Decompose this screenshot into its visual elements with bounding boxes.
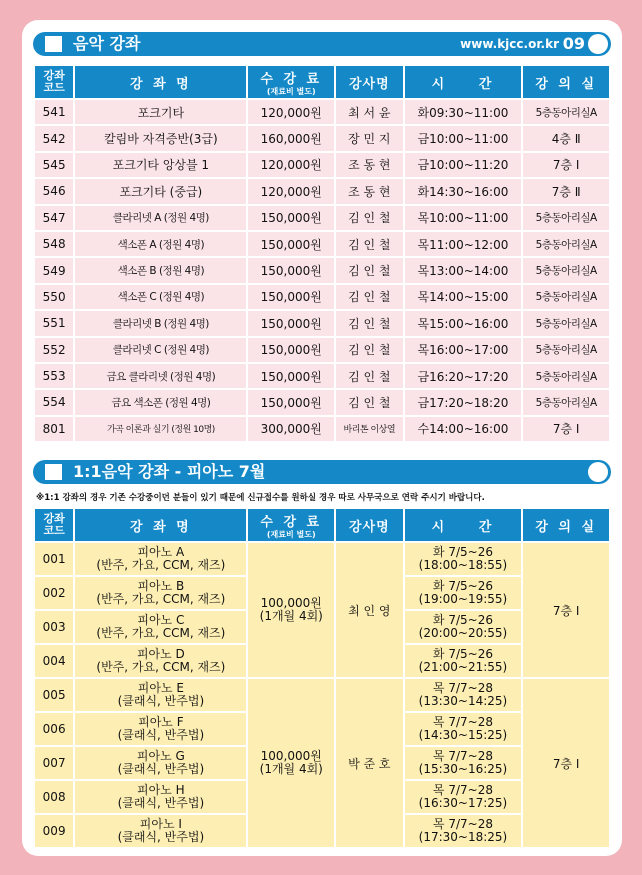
class-time: 수14:00~16:00 (405, 417, 522, 441)
circle-icon (588, 462, 608, 482)
course-name-line2: (반주, 가요, CCM, 재즈) (96, 558, 226, 572)
teacher-name: 최 서 윤 (336, 100, 402, 124)
classroom: 7층 Ⅰ (523, 543, 609, 677)
class-time: 화14:30~16:00 (405, 179, 522, 203)
table-row (35, 153, 609, 177)
classroom: 5층동아리실A (523, 258, 609, 282)
table-header-row (35, 509, 609, 541)
course-name: 금요 클라리넷 (정원 4명) (75, 364, 246, 388)
classroom: 5층동아리실A (523, 285, 609, 309)
class-time (405, 577, 522, 609)
course-code: 552 (35, 338, 73, 362)
header-teacher: 강사명 (336, 66, 402, 98)
course-name-line2: (반주, 가요, CCM, 재즈) (96, 626, 226, 640)
course-fee: 120,000원 (248, 179, 334, 203)
page-card (22, 20, 622, 856)
course-code: 008 (35, 781, 73, 813)
class-hours: (20:00~20:55) (418, 626, 508, 640)
course-name (75, 543, 246, 575)
course-code: 002 (35, 577, 73, 609)
table-row (35, 232, 609, 256)
course-name-line1: 피아노 E (137, 681, 184, 695)
class-time (405, 713, 522, 745)
teacher-name: 김 인 철 (336, 338, 402, 362)
class-hours: (16:30~17:25) (418, 796, 508, 810)
class-time: 목14:00~15:00 (405, 285, 522, 309)
course-name-line2: (클래식, 반주법) (117, 796, 205, 810)
course-fee: 160,000원 (248, 126, 334, 150)
course-code: 545 (35, 153, 73, 177)
square-icon (45, 36, 62, 52)
fee-sessions: (1개월 4회) (259, 609, 323, 623)
table-row (35, 364, 609, 388)
classroom: 4층 Ⅱ (523, 126, 609, 150)
course-name: 칼림바 자격증반(3급) (75, 126, 246, 150)
table-row (35, 206, 609, 230)
teacher-name: 김 인 철 (336, 285, 402, 309)
table-row (35, 390, 609, 414)
course-code: 553 (35, 364, 73, 388)
teacher-name: 김 인 철 (336, 311, 402, 335)
header-code: 강좌 코드 (35, 66, 73, 98)
table-row (35, 417, 609, 441)
class-date: 화 7/5~26 (432, 613, 493, 627)
course-fee: 150,000원 (248, 390, 334, 414)
table-row (35, 338, 609, 362)
teacher-name: 김 인 철 (336, 390, 402, 414)
course-fee: 150,000원 (248, 338, 334, 362)
teacher-name: 김 인 철 (336, 206, 402, 230)
class-time (405, 781, 522, 813)
course-name: 포크기타 앙상블 1 (75, 153, 246, 177)
class-hours: (14:30~15:25) (418, 728, 508, 742)
course-name-line1: 피아노 H (137, 783, 185, 797)
class-time (405, 611, 522, 643)
course-code: 549 (35, 258, 73, 282)
section-piano-header (33, 460, 611, 484)
course-name: 클라리넷 A (정원 4명) (75, 206, 246, 230)
class-time: 목11:00~12:00 (405, 232, 522, 256)
class-time: 금10:00~11:00 (405, 126, 522, 150)
course-name (75, 713, 246, 745)
course-code: 003 (35, 611, 73, 643)
course-fee: 300,000원 (248, 417, 334, 441)
class-time: 목15:00~16:00 (405, 311, 522, 335)
course-code: 541 (35, 100, 73, 124)
table-row (35, 311, 609, 335)
course-code: 551 (35, 311, 73, 335)
teacher-name: 바리톤 이상열 (336, 417, 402, 441)
course-fee: 150,000원 (248, 232, 334, 256)
course-fee: 150,000원 (248, 364, 334, 388)
classroom: 7층 Ⅱ (523, 179, 609, 203)
course-code: 005 (35, 679, 73, 711)
classroom: 5층동아리실A (523, 311, 609, 335)
classroom: 5층동아리실A (523, 206, 609, 230)
class-time (405, 815, 522, 847)
course-name: 포크기타 (중급) (75, 179, 246, 203)
teacher-name: 조 동 현 (336, 153, 402, 177)
classroom: 7층 Ⅰ (523, 417, 609, 441)
course-code: 550 (35, 285, 73, 309)
course-name: 가곡 이론과 실기 (정원 10명) (75, 417, 246, 441)
header-teacher: 강사명 (336, 509, 402, 541)
course-name-line2: (반주, 가요, CCM, 재즈) (96, 660, 226, 674)
course-fee: 150,000원 (248, 285, 334, 309)
course-code: 004 (35, 645, 73, 677)
header-name: 강 좌 명 (75, 66, 246, 98)
class-date: 목 7/7~28 (432, 783, 493, 797)
square-icon (45, 464, 62, 480)
class-date: 화 7/5~26 (432, 647, 493, 661)
music-course-table (33, 64, 611, 443)
class-time: 금10:00~11:20 (405, 153, 522, 177)
course-name: 색소폰 B (정원 4명) (75, 258, 246, 282)
course-code: 007 (35, 747, 73, 779)
enrollment-note: ※1:1 강좌의 경우 기존 수강중이던 분들이 있기 때문에 신규접수를 원하실 경우 따로 사무국으로 연락 주시기 바랍니다. (36, 493, 485, 503)
course-fee (248, 543, 334, 677)
page-number: 09 (562, 34, 585, 53)
table-row (35, 179, 609, 203)
course-name (75, 815, 246, 847)
course-name (75, 747, 246, 779)
course-name: 클라리넷 C (정원 4명) (75, 338, 246, 362)
classroom: 5층동아리실A (523, 338, 609, 362)
course-name (75, 645, 246, 677)
teacher-name: 김 인 철 (336, 232, 402, 256)
course-name-line1: 피아노 I (139, 817, 182, 831)
header-room: 강 의 실 (523, 66, 609, 98)
course-name-line1: 피아노 G (136, 749, 185, 763)
section-title: 음악 강좌 (73, 34, 141, 53)
course-code: 546 (35, 179, 73, 203)
course-name-line2: (반주, 가요, CCM, 재즈) (96, 592, 226, 606)
fee-sessions: (1개월 4회) (259, 762, 323, 776)
course-name-line2: (클래식, 반주법) (117, 728, 205, 742)
table-header-row (35, 66, 609, 98)
course-name: 색소폰 A (정원 4명) (75, 232, 246, 256)
classroom: 5층동아리실A (523, 364, 609, 388)
class-time: 화09:30~11:00 (405, 100, 522, 124)
classroom: 7층 Ⅰ (523, 679, 609, 847)
class-time (405, 679, 522, 711)
class-date: 화 7/5~26 (432, 545, 493, 559)
class-time: 목13:00~14:00 (405, 258, 522, 282)
teacher-name: 조 동 현 (336, 179, 402, 203)
course-code: 801 (35, 417, 73, 441)
course-fee: 150,000원 (248, 258, 334, 282)
course-name-line1: 피아노 B (137, 579, 185, 593)
class-time: 목16:00~17:00 (405, 338, 522, 362)
course-code: 001 (35, 543, 73, 575)
course-fee: 150,000원 (248, 311, 334, 335)
header-fee: 수 강 료 (재료비 별도) (248, 509, 334, 541)
class-time: 목10:00~11:00 (405, 206, 522, 230)
website-url[interactable]: www.kjcc.or.kr (460, 37, 559, 51)
header-time: 시 간 (405, 66, 522, 98)
course-name: 포크기타 (75, 100, 246, 124)
header-room: 강 의 실 (523, 509, 609, 541)
teacher-name: 김 인 철 (336, 364, 402, 388)
table-row (35, 258, 609, 282)
class-date: 목 7/7~28 (432, 681, 493, 695)
classroom: 5층동아리실A (523, 100, 609, 124)
class-hours: (18:00~18:55) (418, 558, 508, 572)
piano-course-table (33, 507, 611, 849)
course-code: 006 (35, 713, 73, 745)
course-name-line2: (클래식, 반주법) (117, 830, 205, 844)
course-name-line1: 피아노 C (137, 613, 185, 627)
course-name: 클라리넷 B (정원 4명) (75, 311, 246, 335)
class-hours: (15:30~16:25) (418, 762, 508, 776)
classroom: 5층동아리실A (523, 390, 609, 414)
course-name (75, 679, 246, 711)
table-row (35, 100, 609, 124)
section-music-header (33, 32, 611, 56)
header-name: 강 좌 명 (75, 509, 246, 541)
course-fee (248, 679, 334, 847)
course-code: 547 (35, 206, 73, 230)
class-hours: (19:00~19:55) (418, 592, 508, 606)
header-time: 시 간 (405, 509, 522, 541)
class-date: 목 7/7~28 (432, 715, 493, 729)
class-hours: (17:30~18:25) (418, 830, 508, 844)
table-row (35, 285, 609, 309)
class-hours: (21:00~21:55) (418, 660, 508, 674)
circle-icon (588, 34, 608, 54)
course-name-line1: 피아노 A (137, 545, 185, 559)
course-name: 색소폰 C (정원 4명) (75, 285, 246, 309)
class-hours: (13:30~14:25) (418, 694, 508, 708)
classroom: 7층 Ⅰ (523, 153, 609, 177)
table-row (35, 543, 609, 575)
course-fee: 150,000원 (248, 206, 334, 230)
class-time (405, 747, 522, 779)
course-fee: 120,000원 (248, 153, 334, 177)
course-name-line1: 피아노 F (138, 715, 184, 729)
course-name: 금요 색소폰 (정원 4명) (75, 390, 246, 414)
classroom: 5층동아리실A (523, 232, 609, 256)
course-code: 548 (35, 232, 73, 256)
class-date: 화 7/5~26 (432, 579, 493, 593)
teacher-name: 최 인 영 (336, 543, 402, 677)
fee-amount: 100,000원 (260, 596, 322, 610)
class-time: 금17:20~18:20 (405, 390, 522, 414)
class-time: 금16:20~17:20 (405, 364, 522, 388)
teacher-name: 박 준 호 (336, 679, 402, 847)
section-title: 1:1음악 강좌 - 피아노 7월 (73, 462, 266, 481)
table-row (35, 679, 609, 711)
teacher-name: 장 민 지 (336, 126, 402, 150)
course-name-line2: (클래식, 반주법) (117, 694, 205, 708)
course-fee: 120,000원 (248, 100, 334, 124)
teacher-name: 김 인 철 (336, 258, 402, 282)
course-code: 554 (35, 390, 73, 414)
class-time (405, 543, 522, 575)
course-name-line2: (클래식, 반주법) (117, 762, 205, 776)
class-date: 목 7/7~28 (432, 749, 493, 763)
course-name (75, 611, 246, 643)
course-name (75, 781, 246, 813)
class-time (405, 645, 522, 677)
course-name-line1: 피아노 D (136, 647, 185, 661)
table-row (35, 126, 609, 150)
class-date: 목 7/7~28 (432, 817, 493, 831)
header-fee: 수 강 료 (재료비 별도) (248, 66, 334, 98)
fee-amount: 100,000원 (260, 749, 322, 763)
course-code: 009 (35, 815, 73, 847)
course-name (75, 577, 246, 609)
header-code: 강좌 코드 (35, 509, 73, 541)
course-code: 542 (35, 126, 73, 150)
